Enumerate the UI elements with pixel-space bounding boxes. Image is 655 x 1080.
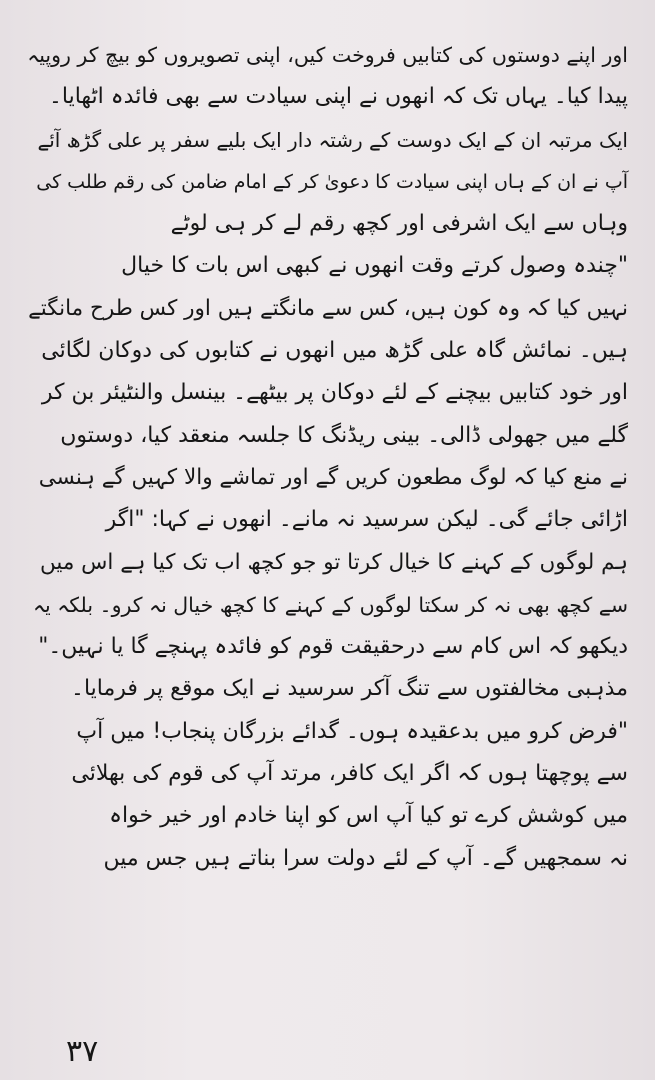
quote-line: اور خود کتابیں بیچنے کے لئے دوکان پر بیٹھے۔ بینسل والنٹیئر بن کر bbox=[41, 380, 628, 406]
page-body-text bbox=[28, 34, 628, 880]
quote-line: میں کوشش کرے تو کیا آپ اس کو اپنا خادم اور خیر خواہ bbox=[109, 803, 628, 829]
text-line: مذہبی مخالفتوں سے تنگ آکر سرسید نے ایک موقع پر فرمایا۔ bbox=[71, 676, 628, 702]
quote-line: ہم لوگوں کے کہنے کا خیال کرتا تو جو کچھ اب تک کیا ہے اس میں bbox=[39, 549, 628, 575]
text-line: ایک مرتبہ ان کے ایک دوست کے رشتہ دار ایک بلیے سفر پر علی گڑھ آئے bbox=[37, 127, 628, 152]
quote-line: "فرض کرو میں بدعقیدہ ہوں۔ گدائے بزرگان پنجاب! میں آپ bbox=[76, 718, 628, 744]
quote-line: دیکھو کہ اس کام سے درحقیقت قوم کو فائدہ پہنچے گا یا نہیں۔" bbox=[38, 634, 628, 660]
text-line: وہاں سے ایک اشرفی اور کچھ رقم لے کر ہی لوٹے bbox=[170, 211, 628, 237]
quote-line: اڑائی جائے گی۔ لیکن سرسید نہ مانے۔ انھوں نے کہا: "اگر bbox=[105, 507, 628, 533]
text-line: پیدا کیا۔ یہاں تک کہ انھوں نے اپنی سیادت سے بھی فائدہ اٹھایا۔ bbox=[48, 84, 628, 110]
quote-line: ہیں۔ نمائش گاہ علی گڑھ میں انھوں نے کتابوں کی دوکان لگائی bbox=[41, 338, 628, 364]
quote-line: نہ سمجھیں گے۔ آپ کے لئے دولت سرا بناتے ہیں جس میں bbox=[103, 845, 628, 871]
page-number: ٣٧ bbox=[66, 1034, 99, 1069]
quote-line: نے منع کیا کہ لوگ مطعون کریں گے اور تماشے والا کہیں گے ہنسی bbox=[38, 464, 628, 490]
quote-line: سے پوچھتا ہوں کہ اگر ایک کافر، مرتد آپ کی قوم کی بھلائی bbox=[71, 761, 628, 787]
text-line: آپ نے ان کے ہاں اپنی سیادت کا دعویٰ کر کے امام ضامن کی رقم طلب کی bbox=[36, 170, 628, 193]
quote-line: "چندہ وصول کرتے وقت انھوں نے کبھی اس بات کا خیال bbox=[121, 253, 628, 279]
quote-line: گلے میں جھولی ڈالی۔ بینی ریڈنگ کا جلسہ منعقد کیا، دوستوں bbox=[60, 422, 628, 448]
text-line: اور اپنے دوستوں کی کتابیں فروخت کیں، اپنی تصویروں کو بیچ کر روپیہ bbox=[27, 43, 628, 67]
quote-line: نہیں کیا کہ وہ کون ہیں، کس سے مانگتے ہیں اور کس طرح مانگتے bbox=[28, 295, 628, 321]
quote-line: سے کچھ بھی نہ کر سکتا لوگوں کے کہنے کا کچھ خیال نہ کرو۔ بلکہ یہ bbox=[32, 592, 628, 617]
